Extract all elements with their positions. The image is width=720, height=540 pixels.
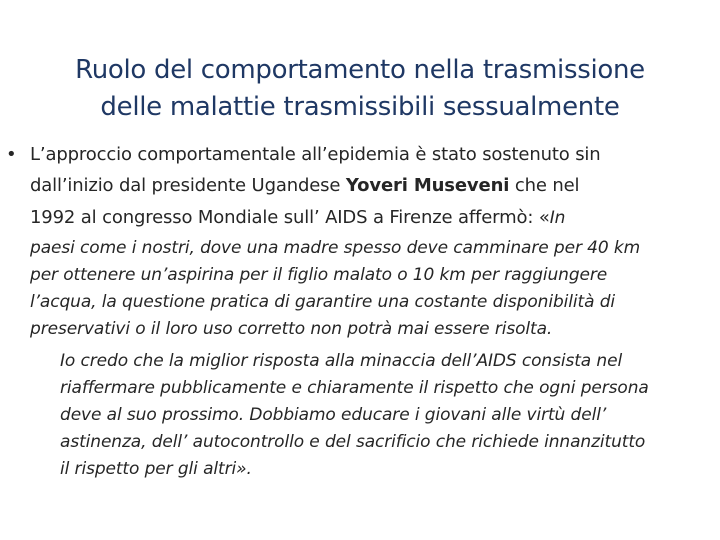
quote-line: riaffermare pubblicamente e chiaramente il rispetto che ogni persona <box>60 378 649 398</box>
paragraph-text: che nel <box>509 175 580 196</box>
paragraph-text: dall’inizio dal presidente Ugandese <box>30 175 346 196</box>
slide-title <box>20 52 700 126</box>
quote-line: preservativi o il loro uso corretto non potrà mai essere risolta. <box>30 319 553 339</box>
quote-line: il rispetto per gli altri». <box>60 459 252 479</box>
paragraph-line <box>30 172 579 199</box>
paragraph-line <box>30 204 565 232</box>
paragraph-text: 1992 al congresso Mondiale sull’ AIDS a Firenze affermò: « <box>30 207 550 228</box>
quote-line: per ottenere un’aspirina per il figlio malato o 10 km per raggiungere <box>30 265 608 285</box>
bullet-icon: • <box>6 144 17 165</box>
quote-line: deve al suo prossimo. Dobbiamo educare i giovani alle virtù dell’ <box>60 405 607 425</box>
slide-title-line-1: Ruolo del comportamento nella trasmissione <box>75 55 645 85</box>
quote-line: Io credo che la miglior risposta alla minaccia dell’AIDS consista nel <box>60 351 623 371</box>
slide-title-line-2: delle malattie trasmissibili sessualmente <box>100 92 620 122</box>
quote-line: paesi come i nostri, dove una madre spesso deve camminare per 40 km <box>30 238 641 258</box>
speaker-name: Yoveri Museveni <box>345 175 510 196</box>
quote-line: astinenza, dell’ autocontrollo e del sacrificio che richiede innanzitutto <box>60 432 646 452</box>
paragraph-line: L’approccio comportamentale all’epidemia è stato sostenuto sin <box>30 144 601 165</box>
quote-line: l’acqua, la questione pratica di garantire una costante disponibilità di <box>30 292 616 312</box>
quote-text: In <box>549 208 566 228</box>
